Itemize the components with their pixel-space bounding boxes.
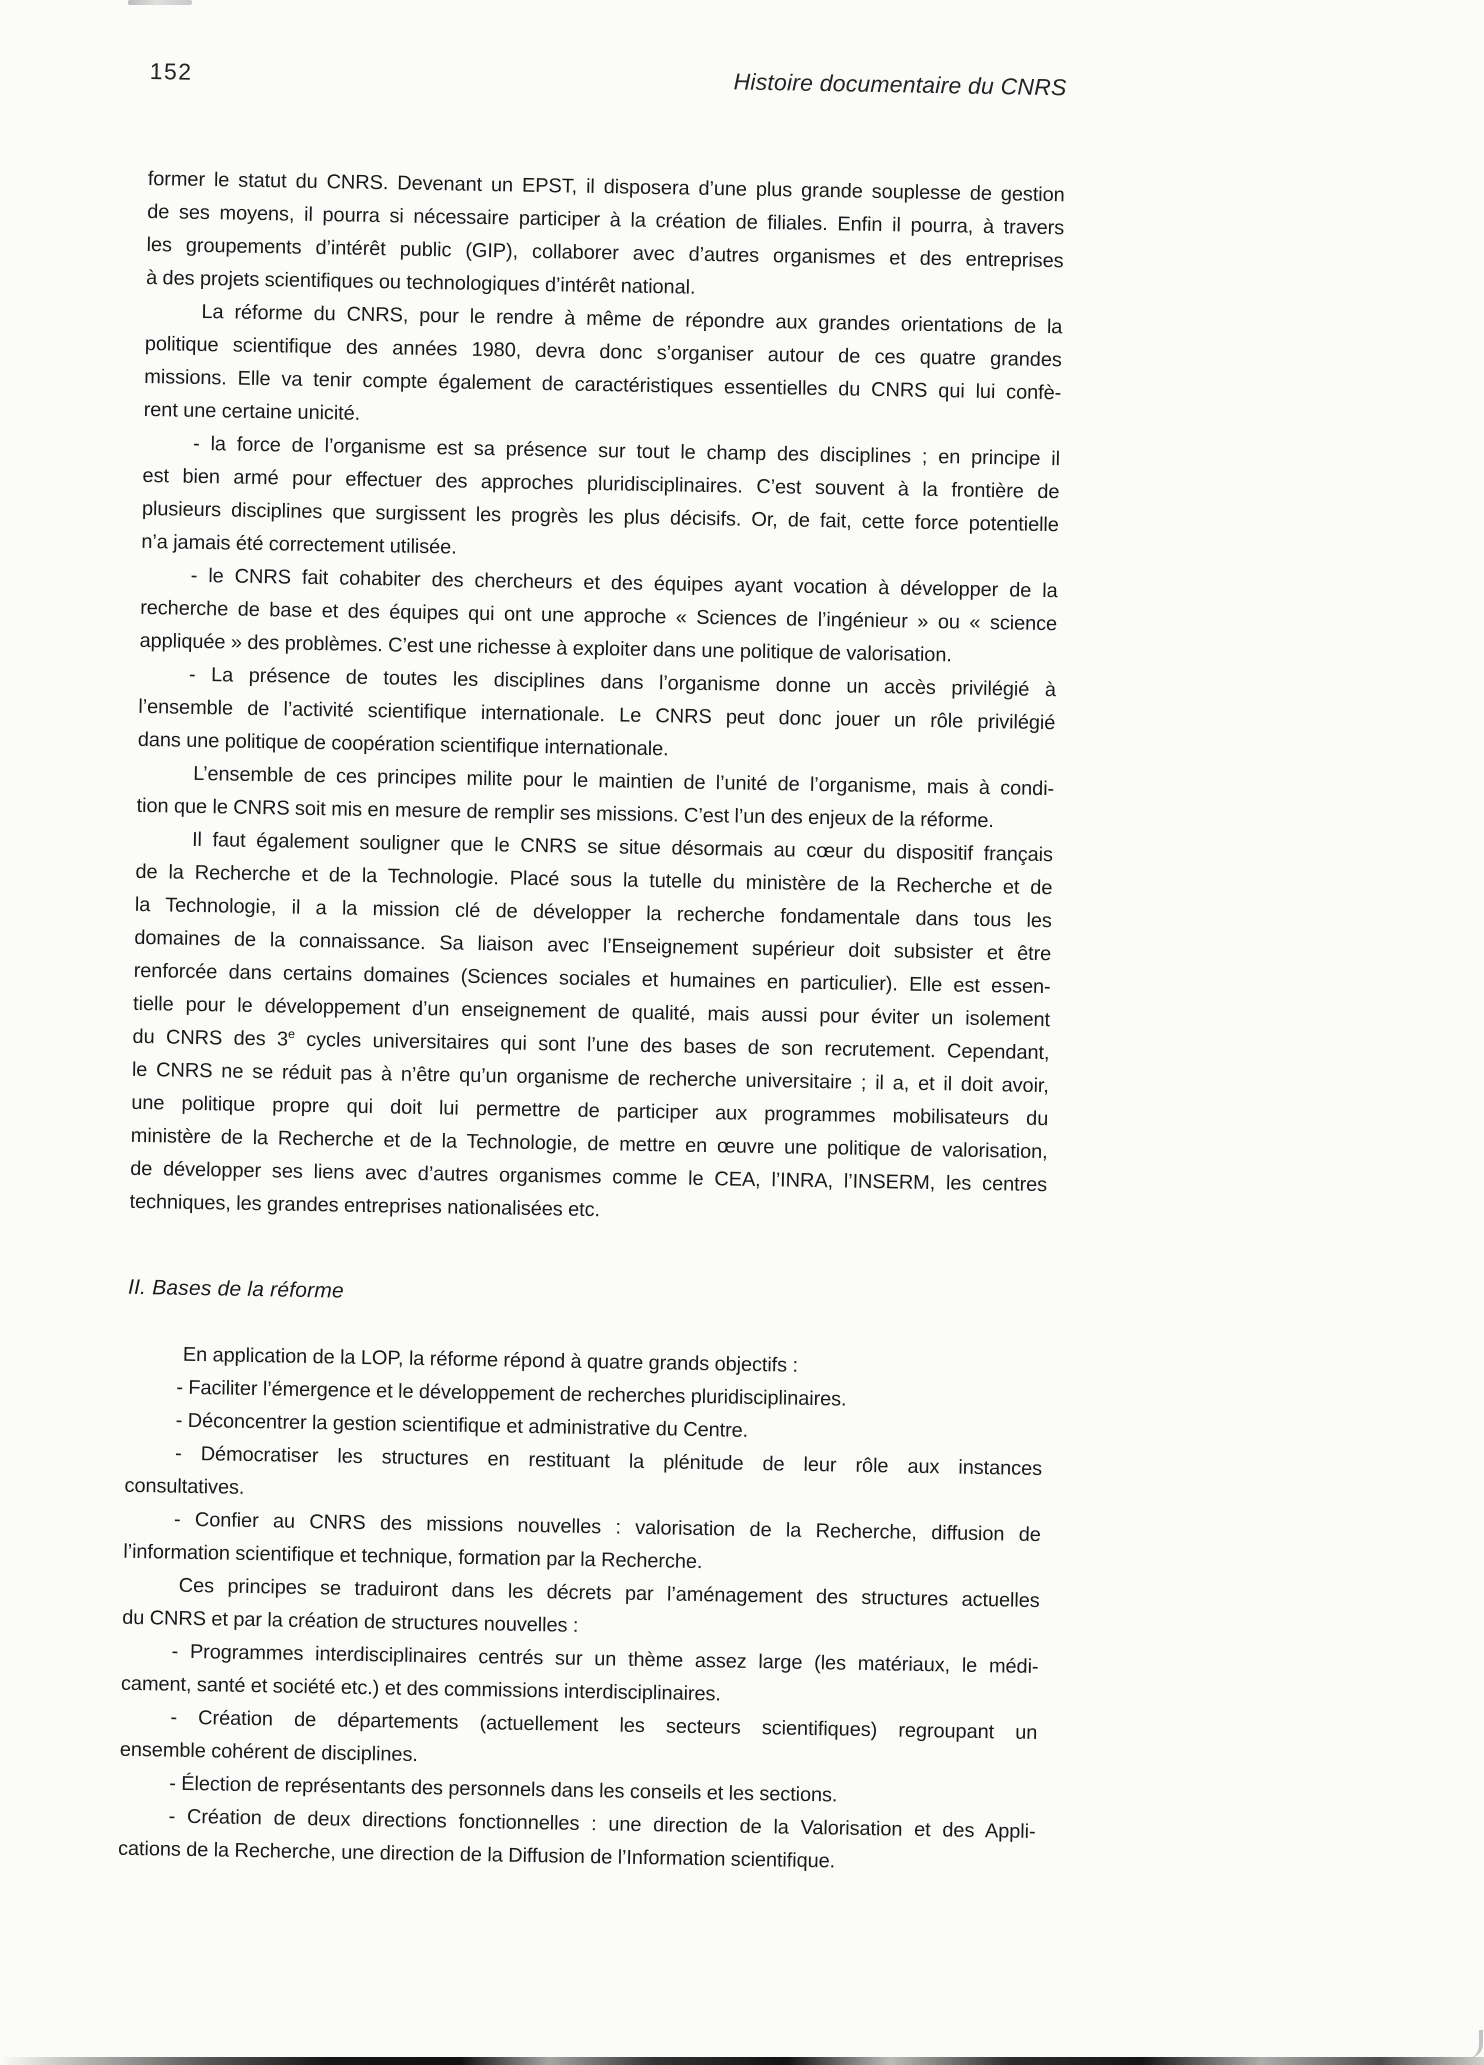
text-line: une politique propre qui doit lui permettre de participer aux programmes mobilisateurs du	[131, 1091, 1049, 1131]
text-line: ministère de la Recherche et de la Technologie, de mettre en œuvre une politique de valorisation,	[130, 1124, 1048, 1164]
text-line: l’ensemble de l’activité scientifique internationale. Le CNRS peut donc jouer un rôle privilégié	[138, 695, 1056, 735]
text-line: cations de la Recherche, une direction de la Diffusion de l’Information scientifique.	[117, 1837, 836, 1873]
text-line: les groupements d’intérêt public (GIP), collaborer avec d’autres organismes et des entreprises	[146, 233, 1064, 273]
text-line: n’a jamais été correctement utilisée.	[141, 530, 457, 559]
text-line: - Création de deux directions fonctionnelles : une direction de la Valorisation et des Appli-	[168, 1805, 1036, 1844]
text-line: politique scientifique des années 1980, devra donc s’organiser autour de ces quatre grandes	[144, 332, 1062, 372]
text-line: - la force de l’organisme est sa présence sur tout le champ des disciplines ; en principe il	[192, 432, 1061, 471]
page-sheet	[118, 56, 1067, 1882]
text-line: former le statut du CNRS. Devenant un EPST, il disposera d’une plus grande souplesse de gestion	[147, 167, 1065, 207]
paragraph	[138, 658, 1057, 773]
text-line: techniques, les grandes entreprises nationalisées etc.	[129, 1190, 601, 1222]
text-line: La réforme du CNRS, pour le rendre à même de répondre aux grandes orientations de la	[201, 300, 1063, 339]
page-number: 152	[149, 57, 193, 85]
scan-artifact-bottom-edge	[0, 2057, 1484, 2065]
paragraph	[143, 295, 1062, 443]
text-line: ensemble cohérent de disciplines.	[119, 1738, 418, 1767]
text-line: - Confier au CNRS des missions nouvelles : valorisation de la Recherche, diffusion de	[173, 1508, 1042, 1547]
scan-artifact-top-smudge	[128, 0, 192, 5]
text-line: - Déconcentrer la gestion scientifique et administrative du Centre.	[175, 1409, 749, 1442]
paragraph	[146, 163, 1065, 311]
running-title: Histoire documentaire du CNRS	[733, 68, 1067, 101]
text-line: - Élection de représentants des personnels dans les conseils et les sections.	[169, 1772, 838, 1807]
text-line: le CNRS ne se réduit pas à n’être qu’un organisme de recherche universitaire ; il a, et il doit avoir,	[131, 1058, 1049, 1098]
scan-artifact-corner-mark	[1469, 2030, 1483, 2058]
text-line: En application de la LOP, la réforme répond à quatre grands objectifs :	[182, 1343, 799, 1377]
paragraph	[129, 823, 1053, 1235]
text-line: la Technologie, il a la mission clé de développer la recherche fondamentale dans tous les	[134, 893, 1052, 933]
text-line: renforcée dans certains domaines (Sciences sociales et humaines en particulier). Elle est essen-	[133, 959, 1051, 999]
text-line: tielle pour le développement d’un enseignement de qualité, mais aussi pour éviter un isolement	[132, 992, 1051, 1032]
text-line: l’information scientifique et technique, formation par la Recherche.	[123, 1540, 703, 1574]
text-line: du CNRS et par la création de structures nouvelles :	[121, 1606, 579, 1637]
text-line: tion que le CNRS soit mis en mesure de remplir ses missions. C’est l’un des enjeux de la réforme.	[136, 794, 995, 833]
text-line: - le CNRS fait cohabiter des chercheurs et des équipes ayant vocation à développer de la	[190, 564, 1058, 603]
text-line: plusieurs disciplines que surgissent les progrès les plus décisifs. Or, de fait, cette force potentielle	[141, 497, 1059, 537]
text-line: Ces principes se traduiront dans les décrets par l’aménagement des structures actuelles	[178, 1574, 1040, 1613]
text-line: à des projets scientifiques ou technologiques d’intérêt national.	[145, 266, 696, 299]
text-line: est bien armé pour effectuer des approches pluridisciplinaires. C’est souvent à la frontière de	[142, 464, 1060, 504]
text-line: - Création de départements (actuellement les secteurs scientifiques) regroupant un	[170, 1706, 1038, 1745]
text-line: recherche de base et des équipes qui ont une approche « Sciences de l’ingénieur » ou « science	[139, 596, 1058, 636]
paragraph	[139, 559, 1058, 674]
running-header	[149, 56, 1066, 102]
section-heading: II. Bases de la réforme	[127, 1275, 345, 1303]
text-line: - Faciliter l’émergence et le développement de recherches pluridisciplinaires.	[176, 1376, 847, 1411]
superscript: e	[288, 1026, 296, 1042]
text-line: rent une certaine unicité.	[143, 398, 361, 425]
text-line: de ses moyens, il pourra si nécessaire participer à la création de filiales. Enfin il pourra, à travers	[147, 200, 1065, 240]
text-line: - Programmes interdisciplinaires centrés sur un thème assez large (les matériaux, le médi-	[171, 1640, 1039, 1679]
text-segment: cycles universitaires qui sont l’une des bases de son recrutement. Cependant,	[294, 1028, 1050, 1065]
text-line: de la Recherche et de la Technologie. Placé sous la tutelle du ministère de la Recherche et de	[135, 860, 1053, 900]
text-line: Il faut également souligner que le CNRS se situe désormais au cœur du dispositif français	[191, 828, 1054, 867]
text-line: consultatives.	[124, 1474, 245, 1499]
body-text	[118, 163, 1065, 1882]
text-line: missions. Elle va tenir compte également de caractéristiques essentielles du CNRS qui lui confè-	[144, 365, 1062, 405]
paragraph	[141, 427, 1060, 575]
text-line: dans une politique de coopération scientifique internationale.	[137, 728, 669, 761]
text-segment: du CNRS des 3	[132, 1025, 289, 1051]
text-line: - Démocratiser les structures en restituant la plénitude de leur rôle aux instances	[174, 1442, 1043, 1481]
text-line: de développer ses liens avec d’autres organismes comme le CEA, l’INRA, l’INSERM, les centres	[129, 1157, 1048, 1197]
text-line: appliquée » des problèmes. C’est une richesse à exploiter dans une politique de valorisation.	[139, 629, 952, 667]
text-line: cament, santé et société etc.) et des commissions interdisciplinaires.	[120, 1672, 722, 1706]
text-line: - La présence de toutes les disciplines dans l’organisme donne un accès privilégié à	[188, 663, 1057, 702]
text-line: domaines de la connaissance. Sa liaison avec l’Enseignement supérieur doit subsister et être	[134, 926, 1052, 966]
text-line: L’ensemble de ces principes milite pour le maintien de l’unité de l’organisme, mais à condi-	[193, 762, 1055, 801]
